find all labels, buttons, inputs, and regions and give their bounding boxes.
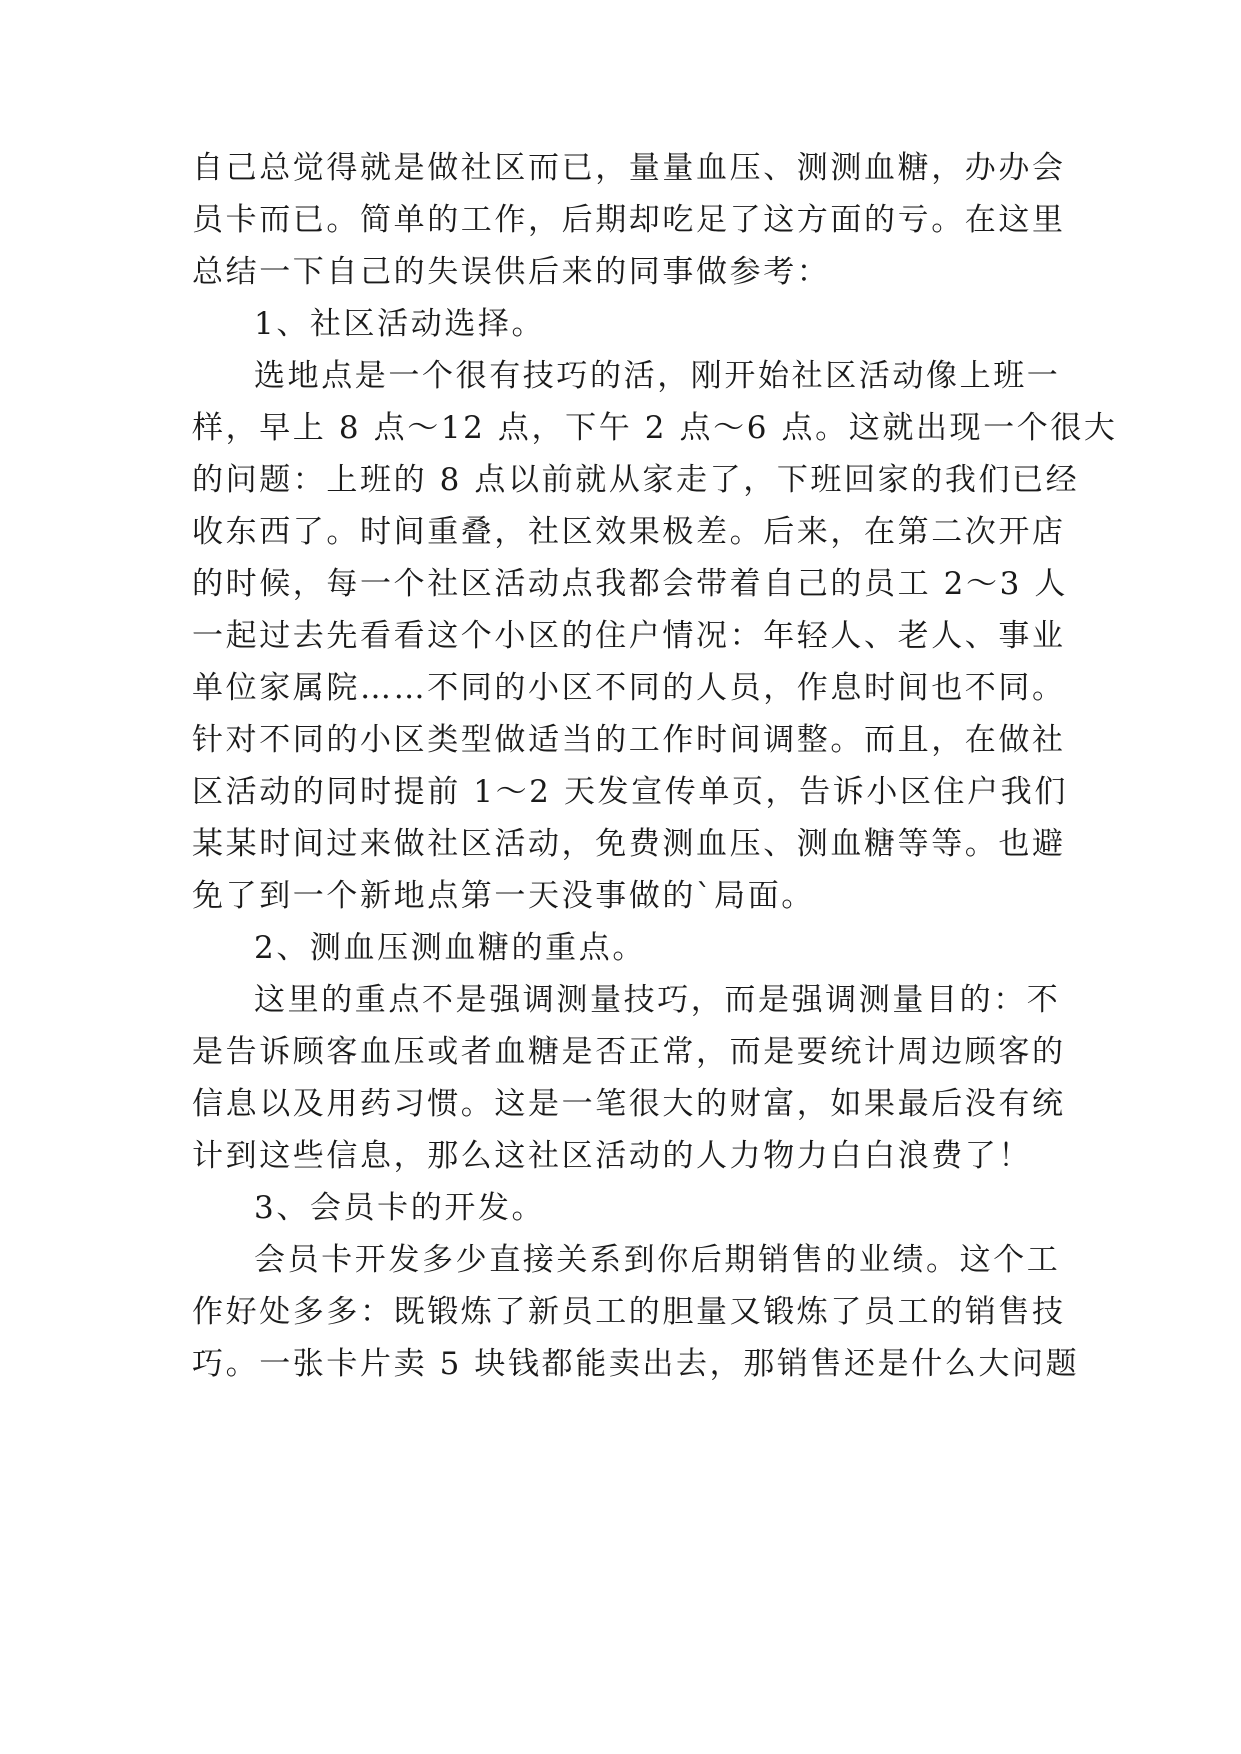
text-line: 作好处多多：既锻炼了新员工的胆量又锻炼了员工的销售技: [192, 1294, 1066, 1330]
text-line: 总结一下自己的失误供后来的同事做参考：: [192, 254, 831, 290]
text-line: 某某时间过来做社区活动，免费测血压、测血糖等等。也避: [192, 826, 1066, 862]
text-line: 会员卡开发多少直接关系到你后期销售的业绩。这个工: [254, 1242, 1061, 1278]
section-heading: 3、会员卡的开发。: [254, 1190, 546, 1226]
section-heading: 2、测血压测血糖的重点。: [254, 930, 646, 966]
text-line: 针对不同的小区类型做适当的工作时间调整。而且，在做社: [192, 722, 1066, 758]
text-line: 计到这些信息，那么这社区活动的人力物力白白浪费了！: [192, 1138, 1032, 1174]
text-line: 收东西了。时间重叠，社区效果极差。后来，在第二次开店: [192, 514, 1066, 550]
text-line: 的问题：上班的 8 点以前就从家走了，下班回家的我们已经: [192, 462, 1080, 498]
text-line: 巧。一张卡片卖 5 块钱都能卖出去，那销售还是什么大问题: [192, 1346, 1080, 1382]
text-line: 信息以及用药习惯。这是一笔很大的财富，如果最后没有统: [192, 1086, 1066, 1122]
text-line: 样，早上 8 点～12 点，下午 2 点～6 点。这就出现一个很大: [192, 410, 1118, 446]
text-line: 单位家属院……不同的小区不同的人员，作息时间也不同。: [192, 670, 1066, 706]
text-line: 自己总觉得就是做社区而已，量量血压、测测血糖，办办会: [192, 150, 1066, 186]
text-line: 选地点是一个很有技巧的活，刚开始社区活动像上班一: [254, 358, 1061, 394]
section-heading: 1、社区活动选择。: [254, 306, 546, 342]
text-line: 免了到一个新地点第一天没事做的`局面。: [192, 878, 815, 914]
text-line: 一起过去先看看这个小区的住户情况：年轻人、老人、事业: [192, 618, 1066, 654]
text-line: 的时候，每一个社区活动点我都会带着自己的员工 2～3 人: [192, 566, 1068, 602]
text-line: 这里的重点不是强调测量技巧，而是强调测量目的：不: [254, 982, 1061, 1018]
text-line: 员卡而已。简单的工作，后期却吃足了这方面的亏。在这里: [192, 202, 1066, 238]
text-line: 区活动的同时提前 1～2 天发宣传单页，告诉小区住户我们: [192, 774, 1068, 810]
text-line: 是告诉顾客血压或者血糖是否正常，而是要统计周边顾客的: [192, 1034, 1066, 1070]
